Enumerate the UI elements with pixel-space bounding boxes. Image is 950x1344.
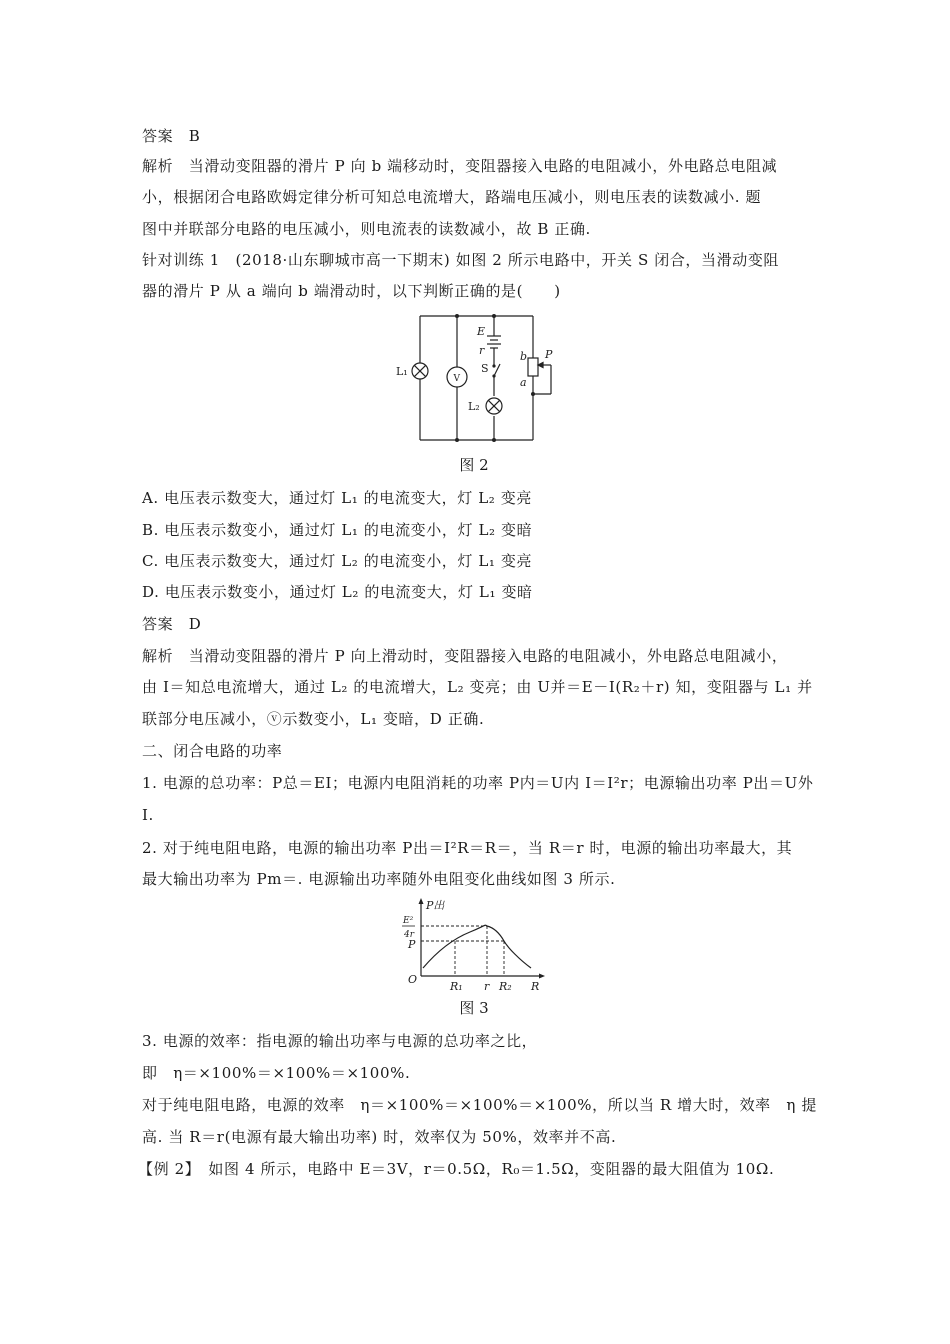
label-r-axis: R	[531, 980, 540, 992]
label-r-internal: r	[484, 980, 490, 992]
label-voltmeter: V	[453, 374, 460, 384]
analysis-1-line-2: 小，根据闭合电路欧姆定律分析可知总电流增大，路端电压减小，则电压表的读数减小. 题	[142, 188, 762, 206]
label-l2: L₂	[468, 400, 480, 413]
answer-1: 答案 B	[142, 127, 201, 145]
option-c: C. 电压表示数变大，通过灯 L₂ 的电流变小，灯 L₁ 变亮	[142, 552, 533, 570]
label-s: S	[481, 362, 489, 375]
switch-contact	[492, 364, 495, 367]
point-2-line-1: 2. 对于纯电阻电路，电源的输出功率 P出＝I²R＝R＝，当 R＝r 时，电源的输出功率最大，其	[142, 839, 793, 857]
label-p: P	[545, 348, 553, 361]
point-3-line-2: 即 η＝×100%＝×100%＝×100%.	[142, 1064, 411, 1082]
label-r2: R₂	[499, 980, 512, 992]
label-p: P	[408, 938, 416, 951]
point-1-line-2: I.	[142, 806, 154, 824]
label-b: b	[520, 350, 528, 363]
label-4r: 4r	[404, 930, 415, 940]
label-e-squared: E²	[403, 916, 414, 926]
battery-icon	[487, 336, 501, 352]
figure-3-power-curve	[395, 898, 545, 992]
option-d: D. 电压表示数变小，通过灯 L₂ 的电流变大，灯 L₁ 变暗	[142, 583, 533, 601]
x-axis-arrow-icon	[539, 974, 545, 979]
label-e: E	[477, 325, 486, 338]
analysis-2-line-1: 解析 当滑动变阻器的滑片 P 向上滑动时，变阻器接入电路的电阻减小，外电路总电阻减小，	[142, 647, 788, 665]
point-3-line-4: 高. 当 R＝r(电源有最大输出功率) 时，效率仅为 50%，效率并不高.	[142, 1128, 617, 1146]
example-2-line-1: 【例 2】 如图 4 所示，电路中 E＝3V，r＝0.5Ω，R₀＝1.5Ω，变阻器的最大阻值为 10Ω.	[138, 1160, 775, 1178]
y-axis-arrow-icon	[419, 898, 424, 904]
figure-3-caption: 图 3	[459, 999, 489, 1017]
exercise-1-line-1: 针对训练 1 (2018·山东聊城市高一下期末) 如图 2 所示电路中，开关 S 闭合，当滑动变阻	[142, 251, 780, 269]
point-3-line-1: 3. 电源的效率：指电源的输出功率与电源的总功率之比，	[142, 1032, 538, 1050]
point-1-line-1: 1. 电源的总功率：P总＝EI；电源内电阻消耗的功率 P内＝U内 I＝I²r；电源输出功率 P出＝U外	[142, 774, 814, 792]
power-curve	[423, 925, 531, 968]
analysis-1-line-3: 图中并联部分电路的电压减小，则电流表的读数减小，故 B 正确.	[142, 220, 591, 238]
point-2-line-2: 最大输出功率为 Pm＝. 电源输出功率随外电阻变化曲线如图 3 所示.	[142, 870, 616, 888]
lamp-l2-icon	[486, 398, 502, 414]
label-r1: R₁	[450, 980, 463, 992]
answer-2: 答案 D	[142, 615, 202, 633]
label-y-axis: P出	[426, 899, 445, 912]
exercise-1-line-2: 器的滑片 P 从 a 端向 b 端滑动时，以下判断正确的是( )	[142, 282, 561, 300]
analysis-1-line-1: 解析 当滑动变阻器的滑片 P 向 b 端移动时，变阻器接入电路的电阻减小，外电路总电阻减	[142, 157, 778, 175]
lamp-l1-icon	[412, 363, 428, 379]
figure-2-caption: 图 2	[459, 456, 489, 474]
label-origin: O	[408, 973, 418, 986]
label-l1: L₁	[396, 365, 408, 378]
analysis-2-line-2: 由 I＝知总电流增大，通过 L₂ 的电流增大，L₂ 变亮；由 U并＝E－I(R₂＋r) 知，变阻器与 L₁ 并	[142, 678, 813, 696]
slider-arrow-icon	[538, 363, 543, 368]
section-heading: 二、闭合电路的功率	[142, 742, 283, 760]
option-a: A. 电压表示数变大，通过灯 L₁ 的电流变大，灯 L₂ 变亮	[142, 489, 532, 507]
switch-contact	[492, 374, 495, 377]
analysis-2-line-3: 联部分电压减小，ⓥ示数变小，L₁ 变暗，D 正确.	[142, 710, 485, 728]
option-b: B. 电压表示数变小，通过灯 L₁ 的电流变小，灯 L₂ 变暗	[142, 521, 533, 539]
label-a: a	[520, 376, 527, 389]
figure-2-circuit	[388, 308, 558, 450]
label-r: r	[479, 344, 485, 357]
point-3-line-3: 对于纯电阻电路，电源的效率 η＝×100%＝×100%＝×100%，所以当 R 增大时，效率 η 提	[142, 1096, 817, 1114]
